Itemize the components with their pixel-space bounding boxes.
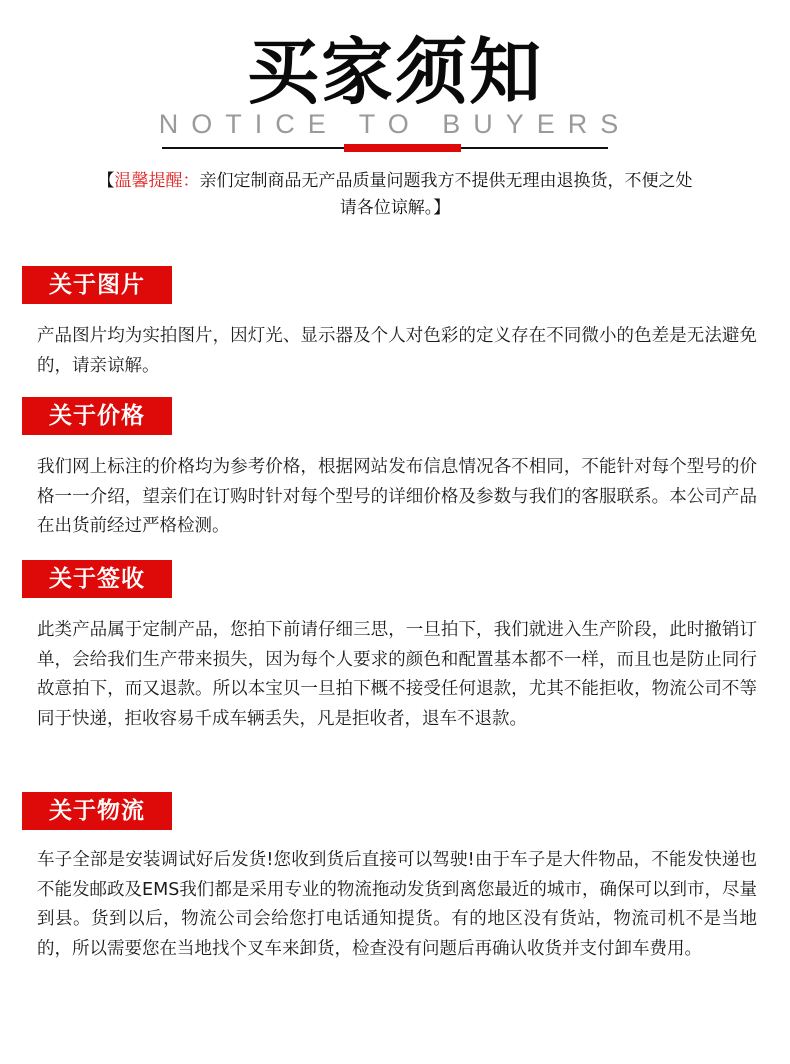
section-body-receipt: 此类产品属于定制产品，您拍下前请仔细三思，一旦拍下，我们就进入生产阶段，此时撤销订单，会给我们生产带来损失，因为每个人要求的颜色和配置基本都不一样，而且也是防止同行故意拍下，而又退款。所以本宝贝一旦拍下概不接受任何退款，尤其不能拒收，物流公司不等同于快递，拒收容易千成车辆丢失，凡是拒收者，退车不退款。 [37, 620, 757, 729]
section-body-pictures: 产品图片均为实拍图片，因灯光、显示器及个人对色彩的定义存在不同微小的色差是无法避免的，请亲谅解。 [37, 326, 757, 376]
section-heading-logistics: 关于物流 [22, 792, 172, 830]
section-body-price: 我们网上标注的价格均为参考价格，根据网站发布信息情况各不相同，不能针对每个型号的价格一一介绍，望亲们在订购时针对每个型号的详细价格及参数与我们的客服联系。本公司产品在出货前经过严格检测。 [37, 457, 757, 536]
page-title: 买家须知 [246, 30, 543, 114]
section-heading-receipt: 关于签收 [22, 560, 172, 598]
page-subtitle: NOTICE TO BUYERS [158, 109, 632, 139]
reminder-open-bracket: 【 [97, 171, 115, 191]
reminder-close-bracket: 】 [433, 198, 451, 218]
section-heading-price: 关于价格 [22, 397, 172, 435]
section-body-logistics: 车子全部是安装调试好后发货!您收到货后直接可以驾驶!由于车子是大件物品，不能发快递也不能发邮政及EMS我们都是采用专业的物流拖动发货到离您最近的城市，确保可以到市，尽量到县。货到以后，物流公司会给您打电话通知提货。有的地区没有货站，物流司机不是当地的，所以需要您在当地找个叉车来卸货，检查没有问题后再确认收货并支付卸车费用。 [37, 850, 757, 959]
reminder-label: 温馨提醒： [114, 171, 200, 191]
reminder-text: 亲们定制商品无产品质量问题我方不提供无理由退换货，不便之处请各位谅解。 [199, 171, 693, 218]
section-heading-pictures: 关于图片 [22, 266, 172, 304]
header-divider-accent [344, 144, 461, 152]
reminder-notice [95, 168, 695, 222]
